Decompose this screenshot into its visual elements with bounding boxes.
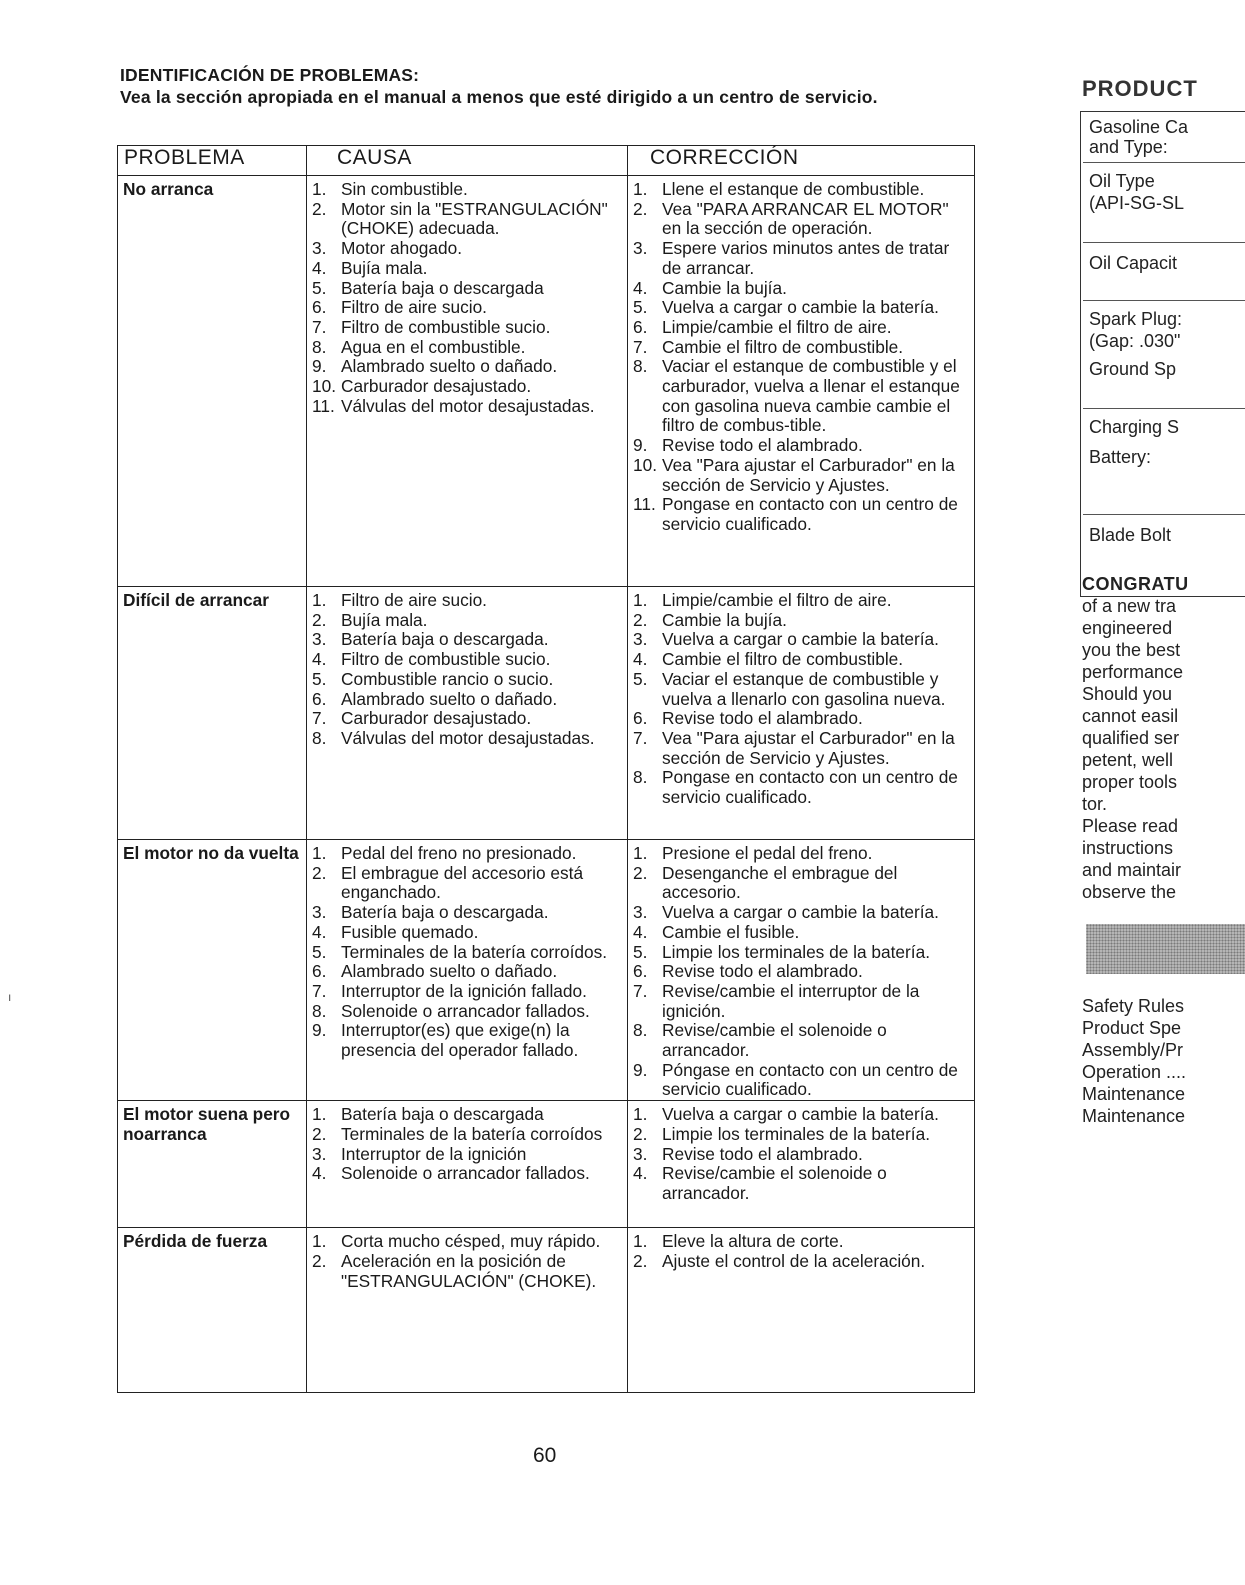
correction-item xyxy=(633,495,970,534)
item-text: Alambrado suelto o dañado. xyxy=(341,356,558,377)
correction-item xyxy=(633,611,970,631)
heading-title: IDENTIFICACIÓN DE PROBLEMAS: xyxy=(120,65,420,85)
table-row xyxy=(118,840,975,1101)
item-text: Carburador desajustado. xyxy=(341,376,532,397)
problem-cell: Difícil de arrancar xyxy=(118,587,307,840)
item-number: 5. xyxy=(633,668,648,689)
item-number: 11. xyxy=(633,494,656,515)
spec-line: Spark Plug: xyxy=(1089,309,1183,329)
item-number: 5. xyxy=(312,277,327,298)
spec-line: and Type: xyxy=(1089,137,1168,157)
column-header-problem: PROBLEMA xyxy=(118,146,307,176)
section-heading xyxy=(120,64,878,108)
item-text: Revise/cambie el solenoide o arrancador. xyxy=(662,1020,887,1061)
correction-cell xyxy=(628,1101,975,1228)
toc-entry: Assembly/Pr xyxy=(1082,1040,1184,1060)
adjacent-page-title: PRODUCT xyxy=(1082,78,1198,101)
item-number: 7. xyxy=(633,980,648,1001)
item-number: 1. xyxy=(633,843,648,863)
item-text: Limpie los terminales de la batería. xyxy=(662,941,930,962)
correction-item xyxy=(633,436,970,456)
item-number: 10. xyxy=(312,376,337,397)
toc-entry: Operation .... xyxy=(1082,1062,1187,1082)
item-number: 6. xyxy=(633,316,648,337)
item-number: 3. xyxy=(312,629,327,650)
cause-item xyxy=(312,1232,623,1252)
cause-item xyxy=(312,611,623,631)
item-text: Fusible quemado. xyxy=(341,921,479,942)
spec-line: Ground Sp xyxy=(1089,359,1177,379)
item-text: Agua en el combustible. xyxy=(341,336,526,357)
table-of-contents xyxy=(1082,995,1186,1127)
correction-item xyxy=(633,1061,970,1100)
cause-item xyxy=(312,982,623,1002)
toc-entry: Product Spe xyxy=(1082,1018,1182,1038)
item-text: Ajuste el control de la aceleración. xyxy=(662,1250,926,1271)
cause-item xyxy=(312,1252,623,1291)
item-text: Revise todo el alambrado. xyxy=(662,1143,863,1164)
column-header-cause: CAUSA xyxy=(307,146,628,176)
item-number: 3. xyxy=(312,238,327,259)
cause-item xyxy=(312,670,623,690)
item-number: 7. xyxy=(312,316,327,337)
correction-item xyxy=(633,1125,970,1145)
item-text: Sin combustible. xyxy=(341,179,468,199)
congratulations-line: Should you xyxy=(1082,684,1173,704)
item-number: 8. xyxy=(312,336,327,357)
item-text: Cambie el filtro de combustible. xyxy=(662,649,904,670)
correction-item xyxy=(633,844,970,864)
cause-item xyxy=(312,1021,623,1060)
item-text: Revise todo el alambrado. xyxy=(662,961,863,982)
correction-item xyxy=(633,864,970,903)
item-number: 2. xyxy=(312,1123,327,1144)
correction-item xyxy=(633,1021,970,1060)
toc-entry: Maintenance xyxy=(1082,1106,1186,1126)
cause-item xyxy=(312,377,623,397)
correction-item xyxy=(633,591,970,611)
item-text: Presione el pedal del freno. xyxy=(662,843,873,863)
item-number: 6. xyxy=(312,961,327,982)
item-number: 6. xyxy=(633,708,648,729)
spec-line: Oil Type xyxy=(1089,171,1155,191)
item-number: 7. xyxy=(312,708,327,729)
item-text: Batería baja o descargada. xyxy=(341,902,549,923)
column-header-correction: CORRECCIÓN xyxy=(628,146,975,176)
cause-item xyxy=(312,943,623,963)
correction-item xyxy=(633,318,970,338)
correction-item xyxy=(633,1164,970,1203)
item-number: 2. xyxy=(633,609,648,630)
congratulations-line: Please read xyxy=(1082,816,1179,836)
item-number: 1. xyxy=(312,179,327,199)
item-number: 1. xyxy=(633,179,648,199)
correction-item xyxy=(633,1105,970,1125)
problem-cell: El motor no da vuelta xyxy=(118,840,307,1101)
correction-item xyxy=(633,200,970,239)
cause-item xyxy=(312,259,623,279)
item-text: Bujía mala. xyxy=(341,257,428,278)
item-number: 2. xyxy=(633,198,648,219)
item-text: Interruptor de la ignición fallado. xyxy=(341,980,587,1001)
correction-item xyxy=(633,709,970,729)
item-number: 4. xyxy=(312,1163,327,1184)
correction-item xyxy=(633,1252,970,1272)
cause-cell xyxy=(307,840,628,1101)
cause-item xyxy=(312,962,623,982)
congratulations-line: performance xyxy=(1082,662,1184,682)
item-text: Batería baja o descargada. xyxy=(341,629,549,650)
spec-line: Oil Capacit xyxy=(1089,253,1178,273)
item-text: Carburador desajustado. xyxy=(341,708,532,729)
item-text: Vuelva a cargar o cambie la batería. xyxy=(662,297,939,318)
item-number: 5. xyxy=(312,668,327,689)
item-number: 2. xyxy=(312,609,327,630)
correction-cell xyxy=(628,587,975,840)
item-text: Bujía mala. xyxy=(341,609,428,630)
table-row xyxy=(118,1101,975,1228)
item-number: 4. xyxy=(312,257,327,278)
item-text: Combustible rancio o sucio. xyxy=(341,668,554,689)
halftone-banner xyxy=(1086,924,1245,974)
congratulations-line: tor. xyxy=(1082,794,1108,814)
item-number: 4. xyxy=(312,649,327,670)
item-number: 3. xyxy=(633,1143,648,1164)
item-text: Espere varios minutos antes de tratar de arrancar. xyxy=(662,238,950,278)
item-text: Cambie la bujía. xyxy=(662,609,787,630)
item-number: 2. xyxy=(312,862,327,883)
item-text: Terminales de la batería corroídos xyxy=(341,1123,603,1144)
item-number: 3. xyxy=(633,238,648,259)
correction-item xyxy=(633,923,970,943)
cause-item xyxy=(312,1105,623,1125)
congratulations-line: engineered xyxy=(1082,618,1173,638)
congratulations-line: qualified ser xyxy=(1082,728,1180,748)
item-number: 7. xyxy=(633,727,648,748)
table-row xyxy=(118,587,975,840)
item-number: 7. xyxy=(633,336,648,357)
margin-mark: ı xyxy=(8,990,12,1004)
item-number: 8. xyxy=(312,1000,327,1021)
correction-item xyxy=(633,768,970,807)
spec-line: (API-SG-SL xyxy=(1089,193,1185,213)
congratulations-line: proper tools xyxy=(1082,772,1178,792)
correction-item xyxy=(633,1232,970,1252)
item-number: 2. xyxy=(633,1250,648,1271)
congratulations-title: CONGRATU xyxy=(1082,574,1189,594)
item-number: 2. xyxy=(633,1123,648,1144)
item-text: Interruptor(es) que exige(n) la presencia del operador fallado. xyxy=(341,1020,579,1061)
item-text: Terminales de la batería corroídos. xyxy=(341,941,608,962)
item-text: Alambrado suelto o dañado. xyxy=(341,961,558,982)
item-number: 9. xyxy=(633,435,648,456)
item-number: 8. xyxy=(312,727,327,748)
cause-item xyxy=(312,729,623,749)
cause-cell xyxy=(307,1101,628,1228)
correction-item xyxy=(633,180,970,200)
correction-item xyxy=(633,630,970,650)
congratulations-line: of a new tra xyxy=(1082,596,1177,616)
correction-item xyxy=(633,650,970,670)
cause-item xyxy=(312,591,623,611)
item-text: Vaciar el estanque de combustible y vuelva a llenarlo con gasolina nueva. xyxy=(662,668,946,709)
item-number: 1. xyxy=(633,590,648,610)
cause-item xyxy=(312,844,623,864)
item-text: Revise/cambie el solenoide o arrancador. xyxy=(662,1163,887,1203)
item-number: 4. xyxy=(633,649,648,670)
adjacent-page-fragment xyxy=(1080,78,1245,1498)
item-number: 3. xyxy=(633,902,648,923)
spec-box xyxy=(1080,111,1245,597)
cause-item xyxy=(312,298,623,318)
item-number: 9. xyxy=(633,1059,648,1080)
correction-item xyxy=(633,338,970,358)
spec-line: Blade Bolt xyxy=(1089,525,1172,545)
item-text: Motor sin la "ESTRANGULACIÓN" (CHOKE) adecuada. xyxy=(341,198,608,239)
correction-item xyxy=(633,279,970,299)
cause-cell xyxy=(307,176,628,587)
spec-line: (Gap: .030" xyxy=(1089,331,1181,351)
cause-item xyxy=(312,1145,623,1165)
item-text: Solenoide o arrancador fallados. xyxy=(341,1163,590,1184)
table-row xyxy=(118,176,975,587)
item-text: Vea "PARA ARRANCAR EL MOTOR" en la sección de operación. xyxy=(662,198,949,239)
item-text: Motor ahogado. xyxy=(341,238,463,259)
item-text: Corta mucho césped, muy rápido. xyxy=(341,1231,601,1252)
item-number: 1. xyxy=(312,590,327,610)
item-text: Pongase en contacto con un centro de servicio cualificado. xyxy=(662,767,958,808)
item-text: Póngase en contacto con un centro de servicio cualificado. xyxy=(662,1059,958,1100)
congratulations-line: instructions xyxy=(1082,838,1174,858)
troubleshooting-table xyxy=(117,145,975,1393)
item-number: 3. xyxy=(633,629,648,650)
spec-line: Battery: xyxy=(1089,447,1152,467)
congratulations-line: observe the xyxy=(1082,882,1177,902)
spec-divider xyxy=(1083,162,1245,163)
spec-divider xyxy=(1083,242,1245,243)
spec-line: Gasoline Ca xyxy=(1089,117,1189,137)
cause-item xyxy=(312,279,623,299)
item-text: Filtro de combustible sucio. xyxy=(341,649,551,670)
item-number: 1. xyxy=(312,1231,327,1252)
item-text: Revise/cambie el interruptor de la ignición. xyxy=(662,980,920,1021)
item-number: 7. xyxy=(312,980,327,1001)
item-text: Pongase en contacto con un centro de servicio cualificado. xyxy=(662,494,958,534)
congratulations-line: you the best xyxy=(1082,640,1181,660)
item-number: 4. xyxy=(633,1163,648,1184)
heading-instructions: Vea la sección apropiada en el manual a menos que esté dirigido a un centro de servicio. xyxy=(120,87,878,107)
item-text: Interruptor de la ignición xyxy=(341,1143,527,1164)
item-text: Limpie/cambie el filtro de aire. xyxy=(662,590,892,610)
cause-item xyxy=(312,923,623,943)
toc-entry: Maintenance xyxy=(1082,1084,1186,1104)
correction-item xyxy=(633,903,970,923)
cause-item xyxy=(312,338,623,358)
item-number: 6. xyxy=(312,688,327,709)
item-text: Filtro de aire sucio. xyxy=(341,590,487,610)
correction-item xyxy=(633,298,970,318)
cause-cell xyxy=(307,1228,628,1393)
item-text: El embrague del accesorio está enganchado. xyxy=(341,862,584,903)
item-text: Revise todo el alambrado. xyxy=(662,708,863,729)
item-text: Pedal del freno no presionado. xyxy=(341,843,577,863)
item-text: Batería baja o descargada xyxy=(341,277,544,298)
item-text: Vaciar el estanque de combustible y el carburador, vuelva a llenar el estanque con gasolina nueva cambie cambie el filtro de combus-tible. xyxy=(662,356,960,436)
item-text: Vuelva a cargar o cambie la batería. xyxy=(662,902,939,923)
item-text: Vea "Para ajustar el Carburador" en la sección de Servicio y Ajustes. xyxy=(662,454,955,495)
congratulations-line: petent, well xyxy=(1082,750,1174,770)
cause-item xyxy=(312,318,623,338)
cause-item xyxy=(312,239,623,259)
cause-item xyxy=(312,1164,623,1184)
problem-cell: El motor suena pero noarranca xyxy=(118,1101,307,1228)
item-text: Solenoide o arrancador fallados. xyxy=(341,1000,590,1021)
cause-item xyxy=(312,200,623,239)
item-number: 3. xyxy=(312,1143,327,1164)
item-text: Válvulas del motor desajustadas. xyxy=(341,727,595,748)
congratulations-line: and maintair xyxy=(1082,860,1182,880)
spec-divider xyxy=(1083,300,1245,301)
correction-item xyxy=(633,982,970,1021)
item-number: 5. xyxy=(633,941,648,962)
item-number: 4. xyxy=(312,921,327,942)
cause-item xyxy=(312,709,623,729)
cause-item xyxy=(312,180,623,200)
item-number: 8. xyxy=(633,1020,648,1041)
cause-item xyxy=(312,864,623,903)
item-number: 6. xyxy=(312,297,327,318)
correction-cell xyxy=(628,840,975,1101)
item-number: 8. xyxy=(633,356,648,377)
item-number: 1. xyxy=(633,1231,648,1252)
toc-entry: Safety Rules xyxy=(1082,996,1185,1016)
correction-item xyxy=(633,729,970,768)
cause-item xyxy=(312,690,623,710)
cause-item xyxy=(312,630,623,650)
correction-item xyxy=(633,962,970,982)
item-number: 9. xyxy=(312,1020,327,1041)
cause-item xyxy=(312,1002,623,1022)
item-number: 10. xyxy=(633,454,658,475)
item-text: Limpie/cambie el filtro de aire. xyxy=(662,316,892,337)
table-header-row xyxy=(118,146,975,176)
spec-divider xyxy=(1083,408,1245,409)
item-number: 5. xyxy=(312,941,327,962)
item-number: 2. xyxy=(312,198,327,219)
cause-cell xyxy=(307,587,628,840)
item-number: 2. xyxy=(633,862,648,883)
correction-item xyxy=(633,1145,970,1165)
item-text: Limpie los terminales de la batería. xyxy=(662,1123,930,1144)
correction-item xyxy=(633,239,970,278)
item-text: Filtro de aire sucio. xyxy=(341,297,487,318)
spec-divider xyxy=(1083,514,1245,515)
correction-item xyxy=(633,357,970,436)
item-text: Desenganche el embrague del accesorio. xyxy=(662,862,898,903)
correction-item xyxy=(633,456,970,495)
cause-item xyxy=(312,903,623,923)
item-number: 9. xyxy=(312,356,327,377)
item-text: Cambie el filtro de combustible. xyxy=(662,336,904,357)
correction-cell xyxy=(628,1228,975,1393)
cause-item xyxy=(312,397,623,417)
correction-cell xyxy=(628,176,975,587)
congratulations-line: cannot easil xyxy=(1082,706,1179,726)
item-number: 1. xyxy=(312,843,327,863)
cause-item xyxy=(312,1125,623,1145)
page-number: 60 xyxy=(533,1444,557,1467)
item-text: Batería baja o descargada xyxy=(341,1104,544,1125)
item-number: 1. xyxy=(633,1104,648,1125)
correction-item xyxy=(633,670,970,709)
item-text: Eleve la altura de corte. xyxy=(662,1231,844,1252)
congratulations-text xyxy=(1082,573,1245,903)
spec-line: Charging S xyxy=(1089,417,1180,437)
correction-item xyxy=(633,943,970,963)
item-number: 4. xyxy=(633,277,648,298)
item-text: Alambrado suelto o dañado. xyxy=(341,688,558,709)
item-number: 11. xyxy=(312,395,335,416)
table-row xyxy=(118,1228,975,1393)
item-number: 1. xyxy=(312,1104,327,1125)
item-text: Llene el estanque de combustible. xyxy=(662,179,925,199)
item-text: Cambie el fusible. xyxy=(662,921,800,942)
item-text: Aceleración en la posición de "ESTRANGULACIÓN" (CHOKE). xyxy=(341,1250,597,1291)
item-number: 3. xyxy=(312,902,327,923)
item-number: 6. xyxy=(633,961,648,982)
item-number: 8. xyxy=(633,767,648,788)
problem-cell: No arranca xyxy=(118,176,307,587)
item-text: Vea "Para ajustar el Carburador" en la sección de Servicio y Ajustes. xyxy=(662,727,955,768)
item-text: Vuelva a cargar o cambie la batería. xyxy=(662,629,939,650)
item-number: 4. xyxy=(633,921,648,942)
item-text: Válvulas del motor desajustadas. xyxy=(341,395,595,416)
item-number: 5. xyxy=(633,297,648,318)
item-text: Vuelva a cargar o cambie la batería. xyxy=(662,1104,939,1125)
item-text: Revise todo el alambrado. xyxy=(662,435,863,456)
item-text: Filtro de combustible sucio. xyxy=(341,316,551,337)
problem-cell: Pérdida de fuerza xyxy=(118,1228,307,1393)
item-text: Cambie la bujía. xyxy=(662,277,787,298)
cause-item xyxy=(312,357,623,377)
item-number: 2. xyxy=(312,1250,327,1271)
cause-item xyxy=(312,650,623,670)
